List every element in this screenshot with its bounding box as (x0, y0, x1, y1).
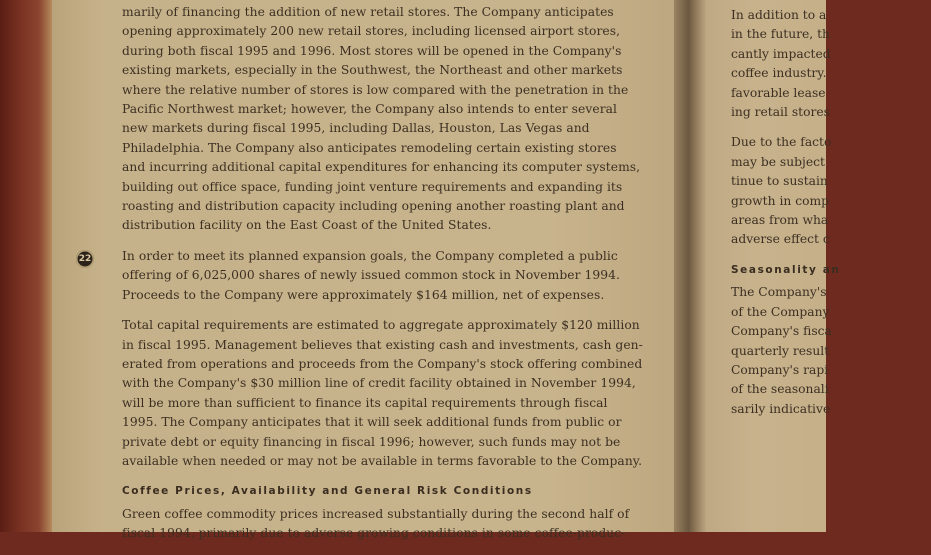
text-line: private debt or equity financing in fiscal 1996; however, such funds may not be (122, 434, 621, 449)
section-heading-seasonality: Seasonality an (731, 263, 841, 276)
right-text-column (731, 6, 931, 430)
text-line: cantly impacted (731, 46, 831, 61)
paragraph-right-1 (731, 6, 931, 122)
paragraph-right-3 (731, 283, 931, 419)
book-binding (0, 0, 52, 532)
text-line: building out office space, funding joint venture requirements and expanding its (122, 179, 623, 194)
text-line: favorable lease (731, 85, 826, 100)
text-line: Green coffee commodity prices increased substantially during the second half of (122, 506, 630, 521)
paragraph-right-2 (731, 133, 931, 249)
text-line: Company's rapi (731, 362, 829, 377)
text-line: Company's fisca (731, 324, 832, 339)
text-line: existing markets, especially in the Southwest, the Northeast and other markets (122, 63, 623, 78)
paragraph-coffee-prices (122, 505, 642, 544)
text-line: fiscal 1994, primarily due to adverse growing conditions in some coffee-produc- (122, 526, 626, 541)
text-line: 1995. The Company anticipates that it will seek additional funds from public or (122, 415, 622, 430)
text-line: sarily indicative (731, 401, 831, 416)
note-number-badge: 22 (76, 250, 94, 268)
text-line: The Company's (731, 285, 827, 300)
text-line: tinue to sustain (731, 174, 828, 189)
text-line: erated from operations and proceeds from the Company's stock offering combined (122, 356, 643, 371)
text-line: in the future, th (731, 27, 830, 42)
text-line: during both fiscal 1995 and 1996. Most stores will be opened in the Company's (122, 43, 622, 58)
text-line: of the Company (731, 304, 830, 319)
text-line: roasting and distribution capacity including opening another roasting plant and (122, 199, 625, 214)
left-text-column (122, 3, 642, 555)
text-line: In addition to a (731, 8, 827, 22)
text-line: Philadelphia. The Company also anticipates remodeling certain existing stores (122, 140, 617, 155)
section-heading-coffee-prices: Coffee Prices, Availability and General Risk Conditions (122, 485, 533, 498)
paragraph-expansion-plans (122, 3, 642, 236)
text-line: will be more than sufficient to finance its capital requirements through fiscal (122, 395, 608, 410)
text-line: growth in comp (731, 193, 830, 208)
text-line: adverse effect c (731, 232, 830, 247)
text-line: and incurring additional capital expenditures for enhancing its computer systems, (122, 160, 641, 175)
text-line: Total capital requirements are estimated to aggregate approximately $120 million (122, 318, 640, 333)
text-line: offering of 6,025,000 shares of newly issued common stock in November 1994. (122, 268, 620, 283)
text-line: marily of financing the addition of new retail stores. The Company anticipates (122, 5, 614, 19)
text-line: of the seasonali (731, 382, 829, 397)
text-line: In order to meet its planned expansion goals, the Company completed a public (122, 248, 618, 263)
text-line: may be subject (731, 154, 825, 169)
text-line: coffee industry. (731, 66, 827, 81)
text-line: Pacific Northwest market; however, the Company also intends to enter several (122, 102, 617, 117)
text-line: new markets during fiscal 1995, including Dallas, Houston, Las Vegas and (122, 121, 590, 136)
text-line: available when needed or may not be available in terms favorable to the Company. (122, 453, 643, 468)
text-line: where the relative number of stores is low compared with the penetration in the (122, 82, 629, 97)
text-line: in fiscal 1995. Management believes that existing cash and investments, cash gen- (122, 337, 643, 352)
text-line: quarterly result (731, 343, 830, 358)
text-line: distribution facility on the East Coast of the United States. (122, 218, 492, 233)
paragraph-capital-requirements (122, 316, 642, 471)
paragraph-public-offering (122, 247, 642, 305)
text-line: Due to the facto (731, 135, 832, 150)
text-line: with the Company's $30 million line of credit facility obtained in November 1994, (122, 376, 636, 391)
text-line: areas from wha (731, 213, 829, 228)
text-line: Proceeds to the Company were approximately $164 million, net of expenses. (122, 287, 605, 302)
page-gutter (674, 0, 706, 532)
text-line: ing retail stores (731, 105, 830, 120)
text-line: opening approximately 200 new retail stores, including licensed airport stores, (122, 24, 621, 39)
